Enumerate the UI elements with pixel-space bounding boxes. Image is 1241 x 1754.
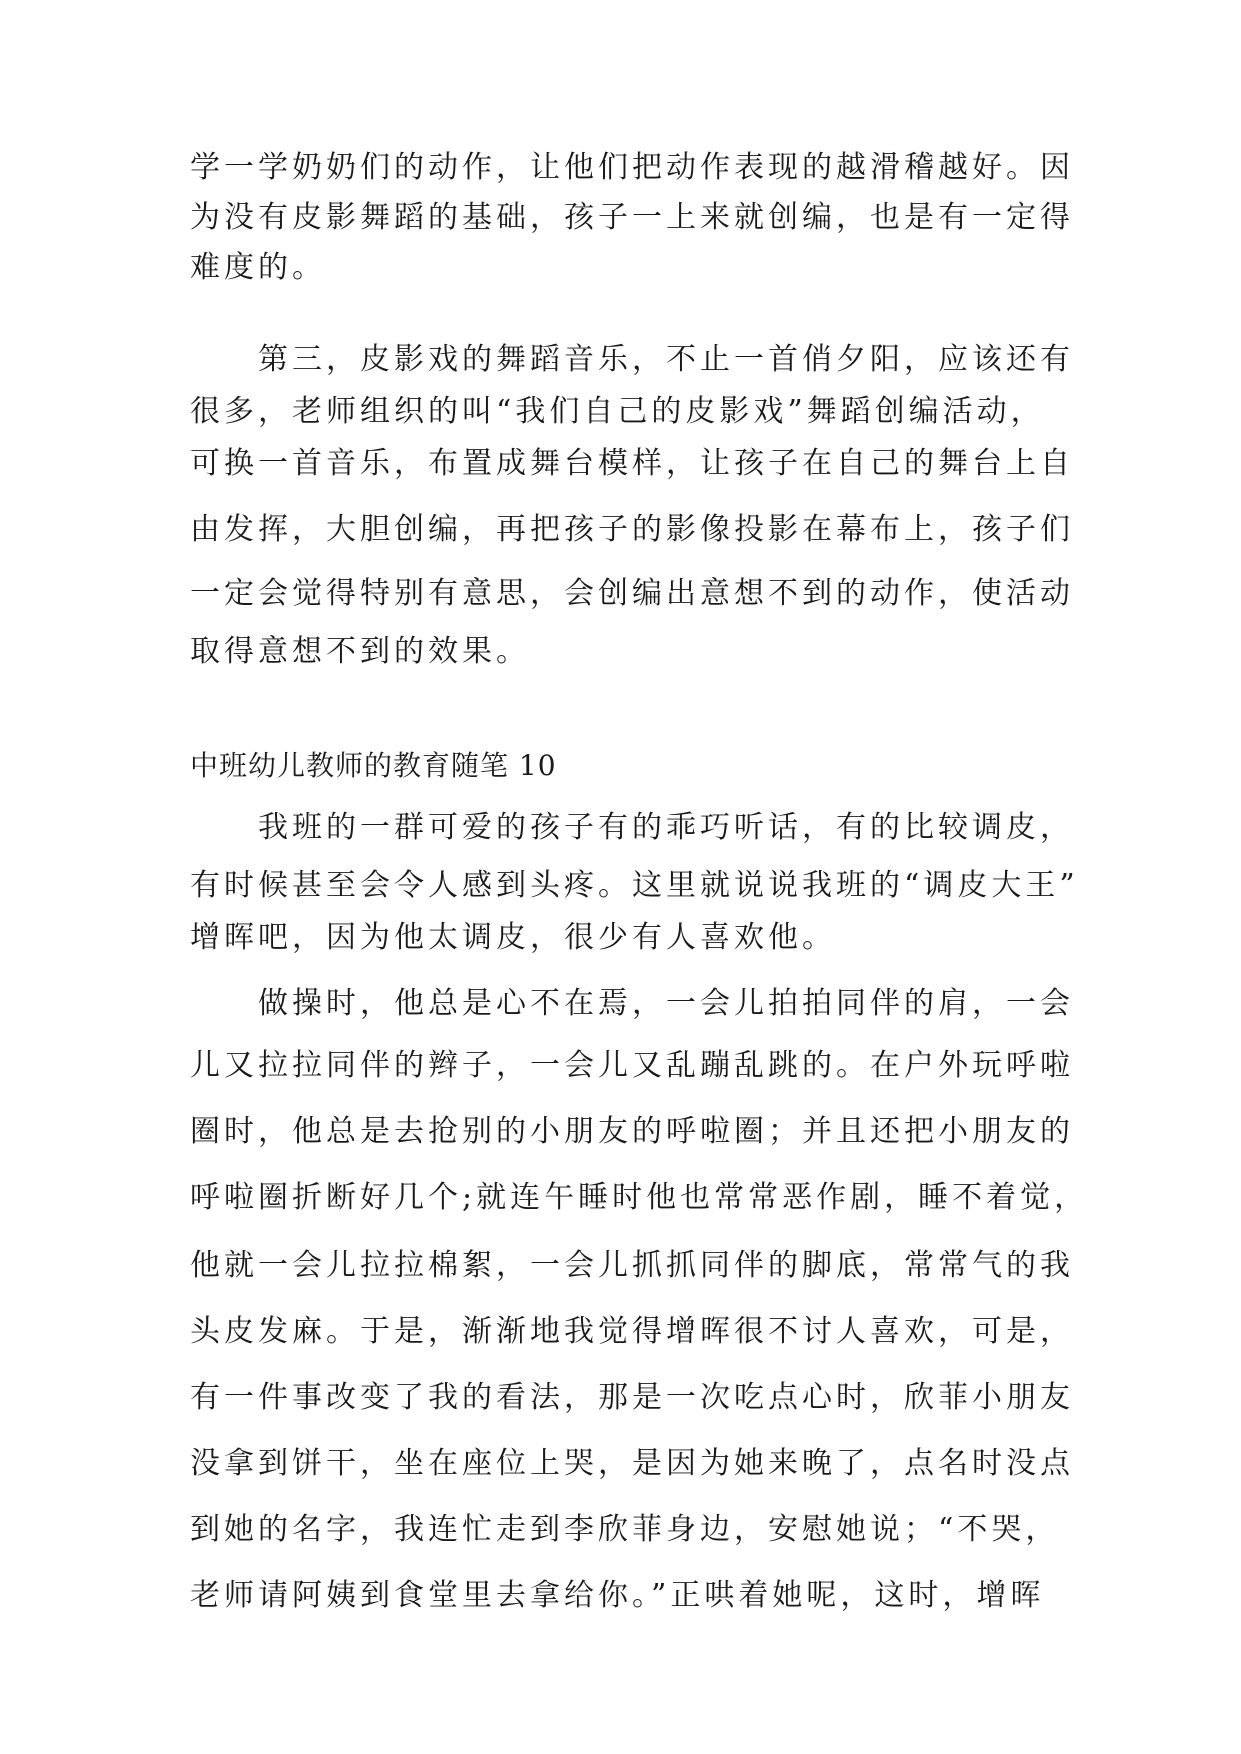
text-line: 增晖吧，因为他太调皮，很少有人喜欢他。 bbox=[190, 920, 836, 955]
text-line: 儿又拉拉同伴的辫子，一会儿又乱蹦乱跳的。在户外玩呼啦 bbox=[190, 1048, 1074, 1083]
text-line: 可换一首音乐，布置成舞台模样，让孩子在自己的舞台上自 bbox=[190, 446, 1074, 481]
text-line: 有一件事改变了我的看法，那是一次吃点心时，欣菲小朋友 bbox=[190, 1380, 1074, 1415]
text-line: 到她的名字，我连忙走到李欣菲身边，安慰她说；“不哭， bbox=[190, 1512, 1060, 1547]
text-line: 我班的一群可爱的孩子有的乖巧听话，有的比较调皮， bbox=[258, 810, 1074, 845]
text-line: 很多，老师组织的叫“我们自己的皮影戏”舞蹈创编活动， bbox=[190, 394, 1045, 429]
section-title: 中班幼儿教师的教育随笔 10 bbox=[190, 749, 557, 782]
text-line: 取得意想不到的效果。 bbox=[190, 634, 530, 669]
text-line: 没拿到饼干，坐在座位上哭，是因为她来晚了，点名时没点 bbox=[190, 1446, 1074, 1481]
text-line: 为没有皮影舞蹈的基础，孩子一上来就创编，也是有一定得 bbox=[190, 200, 1074, 235]
text-line: 做操时，他总是心不在焉，一会儿拍拍同伴的肩，一会 bbox=[258, 986, 1074, 1021]
text-line: 呼啦圈折断好几个;就连午睡时他也常常恶作剧，睡不着觉， bbox=[190, 1180, 1089, 1215]
text-line: 他就一会儿拉拉棉絮，一会儿抓抓同伴的脚底，常常气的我 bbox=[190, 1248, 1074, 1283]
text-line: 第三，皮影戏的舞蹈音乐，不止一首俏夕阳，应该还有 bbox=[258, 342, 1074, 377]
text-line: 老师请阿姨到食堂里去拿给你。”正哄着她呢，这时，增晖 bbox=[190, 1578, 1045, 1613]
text-line: 头皮发麻。于是，渐渐地我觉得增晖很不讨人喜欢，可是， bbox=[190, 1314, 1074, 1349]
text-line: 难度的。 bbox=[190, 250, 326, 285]
text-line: 学一学奶奶们的动作，让他们把动作表现的越滑稽越好。因 bbox=[190, 150, 1074, 185]
text-line: 圈时，他总是去抢别的小朋友的呼啦圈；并且还把小朋友的 bbox=[190, 1114, 1074, 1149]
text-line: 由发挥，大胆创编，再把孩子的影像投影在幕布上，孩子们 bbox=[190, 512, 1074, 547]
text-line: 一定会觉得特别有意思，会创编出意想不到的动作，使活动 bbox=[190, 576, 1074, 611]
text-line: 有时候甚至会令人感到头疼。这里就说说我班的“调皮大王” bbox=[190, 868, 1079, 903]
